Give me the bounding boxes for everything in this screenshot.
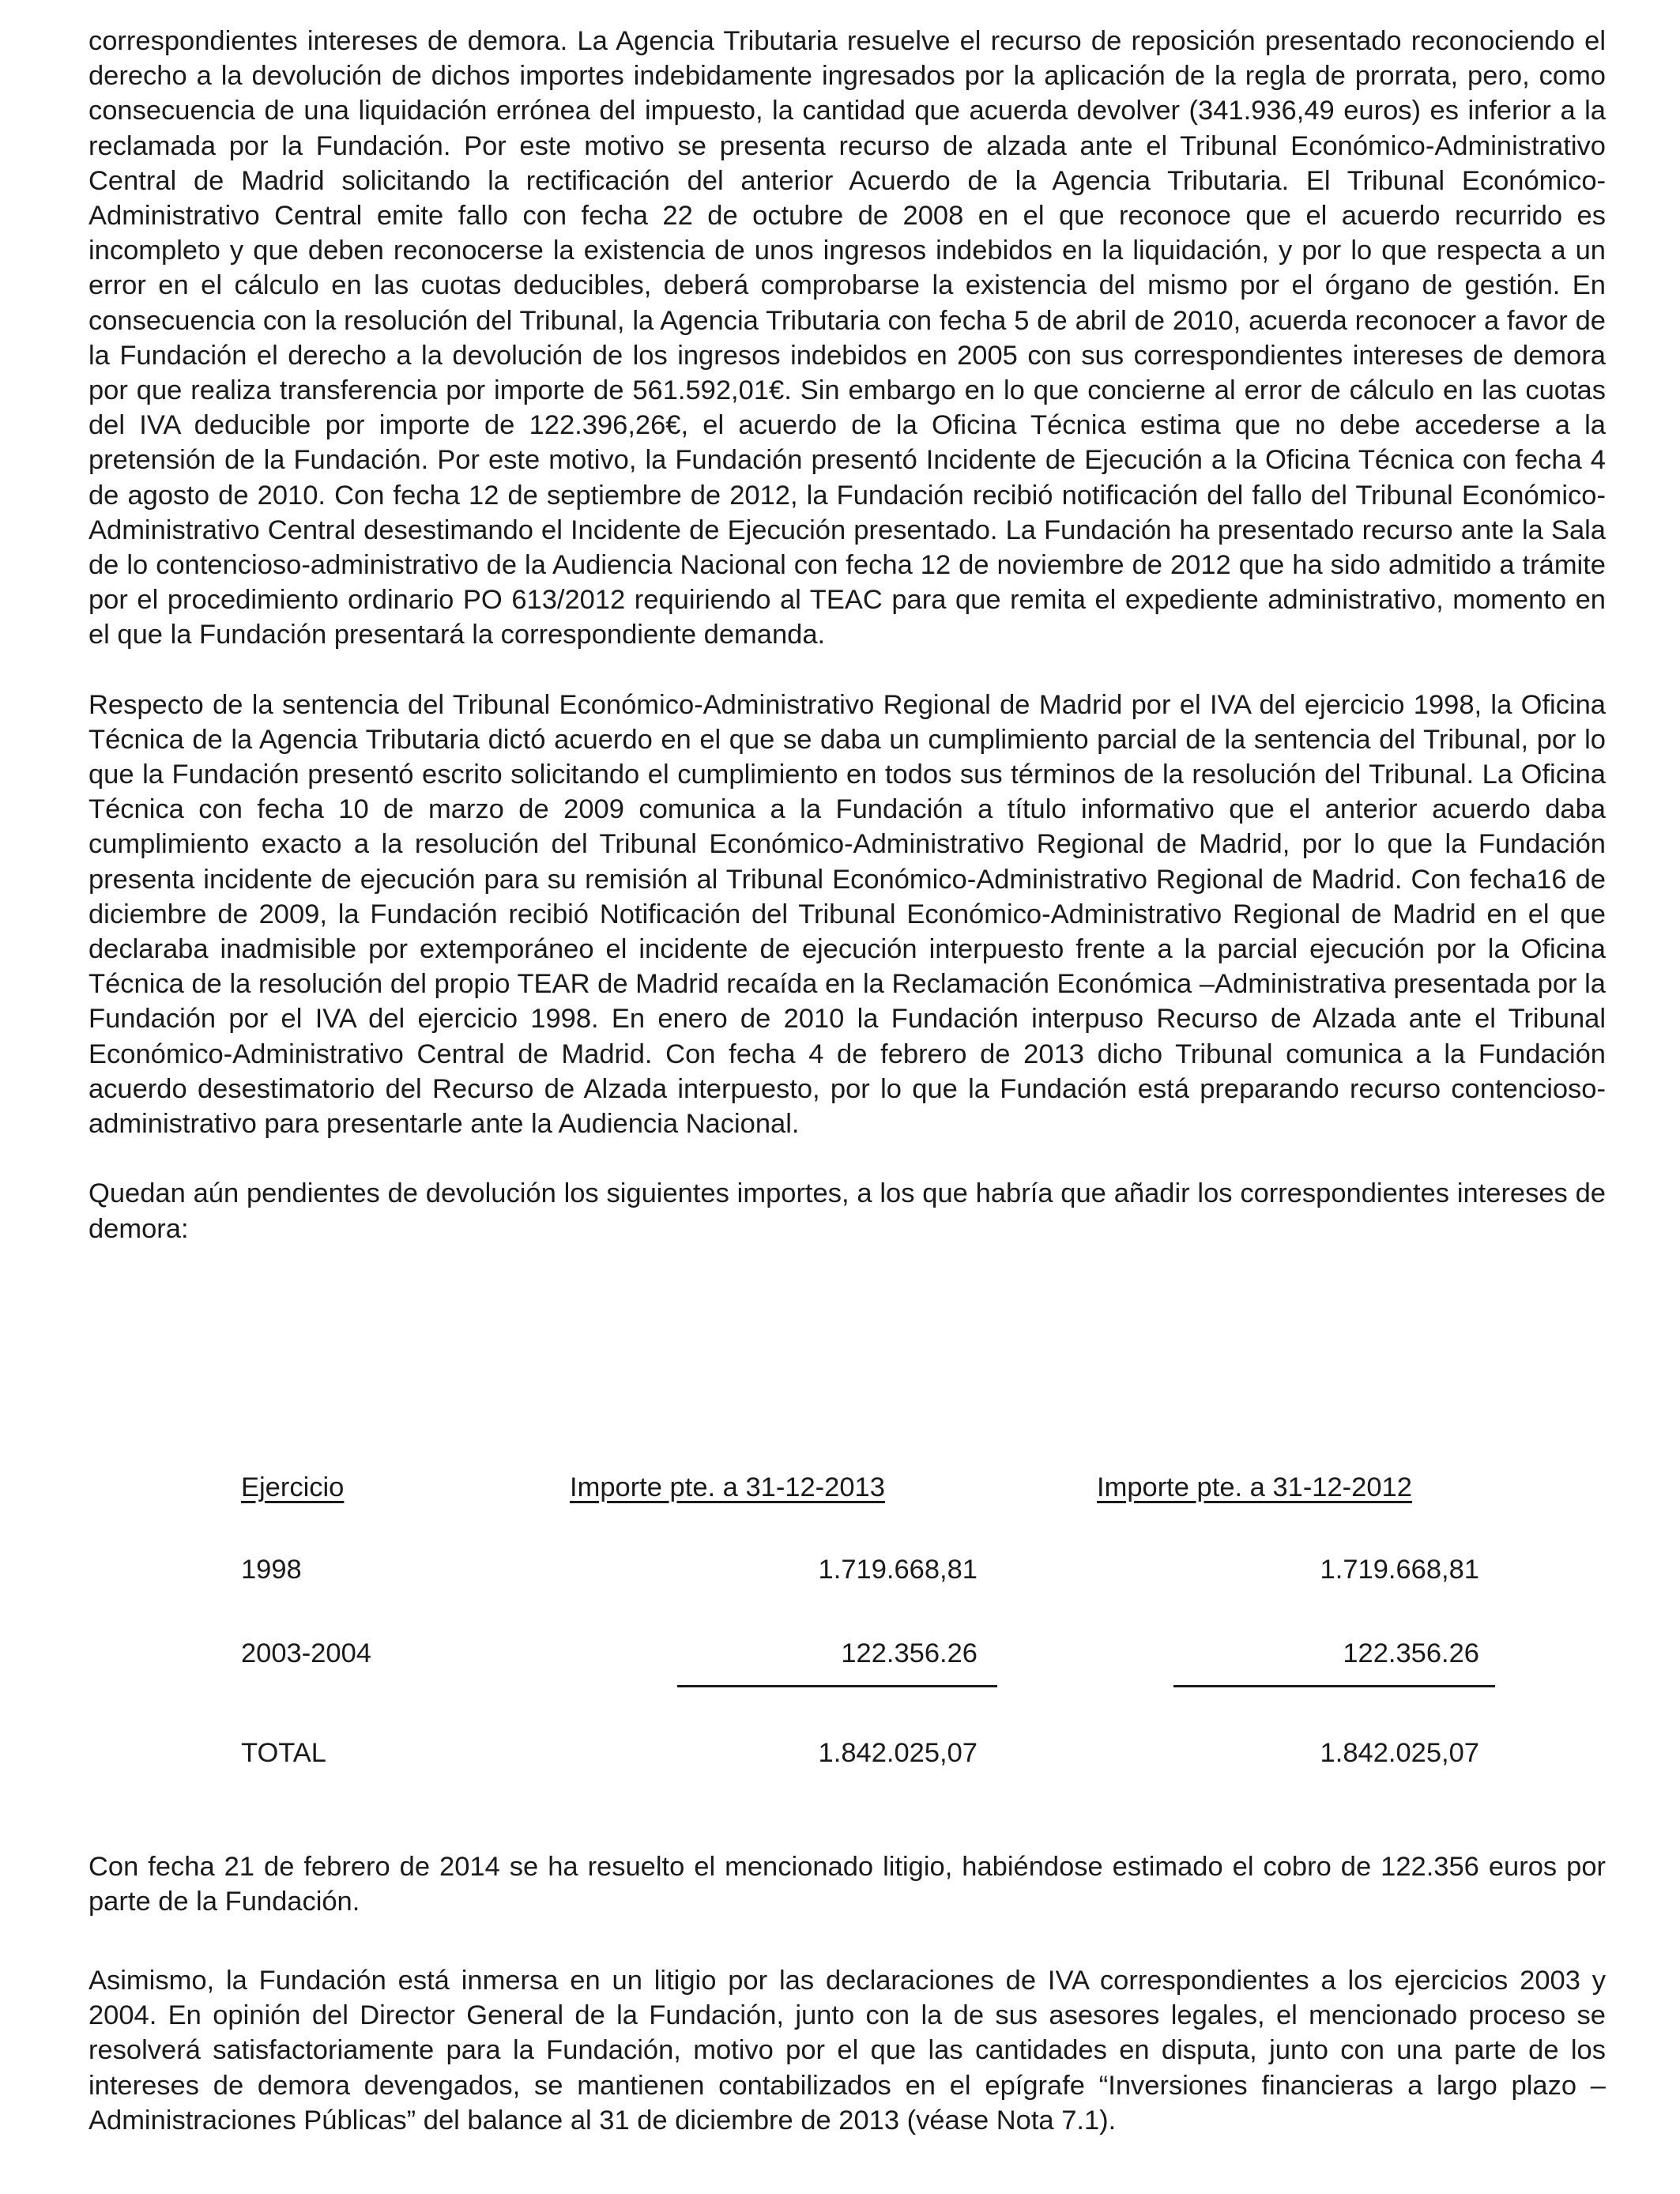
row-1998-ejercicio: 1998	[241, 1555, 302, 1585]
sum-rule-2013	[677, 1685, 997, 1687]
header-ejercicio: Ejercicio	[241, 1472, 345, 1502]
row-2003-2004-ejercicio: 2003-2004	[241, 1638, 371, 1668]
paragraph-tear-1998: Respecto de la sentencia del Tribunal Económico-Administrativo Regional de Madrid por el IVA del ejercicio 1998, la Oficina Técnica de la Agencia Tributaria dictó acuerdo en el que se daba un cumplimiento parcial de la sentencia del Tribunal, por lo que la Fundación presentó escrito solicitando el cumplimiento en todos sus términos de la resolución del Tribunal. La Oficina Técnica con fecha 10 de marzo de 2009 comunica a la Fundación a título informativo que el anterior acuerdo daba cumplimiento exacto a la resolución del Tribunal Económico-Administrativo Regional de Madrid, por lo que la Fundación presenta incidente de ejecución para su remisión al Tribunal Económico-Administrativo Regional de Madrid. Con fecha16 de diciembre de 2009, la Fundación recibió Notificación del Tribunal Económico-Administrativo Regional de Madrid en el que declaraba inadmisible por extemporáneo el incidente de ejecución interpuesto frente a la parcial ejecución por la Oficina Técnica de la resolución del propio TEAR de Madrid recaída en la Reclamación Económica –Administrativa presentada por la Fundación por el IVA del ejercicio 1998. En enero de 2010 la Fundación interpuso Recurso de Alzada ante el Tribunal Económico-Administrativo Central de Madrid. Con fecha 4 de febrero de 2013 dicho Tribunal comunica a la Fundación acuerdo desestimatorio del Recurso de Alzada interpuesto, por lo que la Fundación está preparando recurso contencioso-administrativo para presentarle ante la Audiencia Nacional.	[89, 689, 1606, 1140]
total-importe-2013: 1.842.025,07	[818, 1738, 977, 1768]
document-page	[89, 24, 1606, 2136]
header-importe-2012: Importe pte. a 31-12-2012	[1097, 1472, 1412, 1502]
paragraph-resolucion-2014: Con fecha 21 de febrero de 2014 se ha resuelto el mencionado litigio, habiéndose estimado el cobro de 122.356 euros por parte de la Fundación.	[89, 1852, 1606, 1917]
paragraph-pendientes: Quedan aún pendientes de devolución los siguientes importes, a los que habría que añadir los correspondientes intereses de demora:	[89, 1178, 1606, 1244]
row-1998-importe-2013: 1.719.668,81	[818, 1555, 977, 1585]
total-importe-2012: 1.842.025,07	[1320, 1738, 1479, 1768]
paragraph-litigio-2003-2004: Asimismo, la Fundación está inmersa en un litigio por las declaraciones de IVA correspondientes a los ejercicios 2003 y 2004. En opinión del Director General de la Fundación, junto con la de sus asesores legales, el mencionado proceso se resolverá satisfactoriamente para la Fundación, motivo por el que las cantidades en disputa, junto con una parte de los intereses de demora devengados, se mantienen contabilizados en el epígrafe “Inversiones financieras a largo plazo – Administraciones Públicas” del balance al 31 de diciembre de 2013 (véase Nota 7.1).	[89, 1966, 1606, 2136]
row-1998-importe-2012: 1.719.668,81	[1320, 1555, 1479, 1585]
row-2003-2004-importe-2012: 122.356.26	[1343, 1638, 1479, 1668]
header-importe-2013: Importe pte. a 31-12-2013	[570, 1472, 885, 1502]
pending-amounts-table	[89, 1438, 1606, 1818]
sum-rule-2012	[1173, 1685, 1495, 1687]
paragraph-teac-recurso: correspondientes intereses de demora. La Agencia Tributaria resuelve el recurso de reposición presentado reconociendo el derecho a la devolución de dichos importes indebidamente ingresados por la aplicación de la regla de prorrata, pero, como consecuencia de una liquidación errónea del impuesto, la cantidad que acuerda devolver (341.936,49 euros) es inferior a la reclamada por la Fundación. Por este motivo se presenta recurso de alzada ante el Tribunal Económico-Administrativo Central de Madrid solicitando la rectificación del anterior Acuerdo de la Agencia Tributaria. El Tribunal Económico-Administrativo Central emite fallo con fecha 22 de octubre de 2008 en el que reconoce que el acuerdo recurrido es incompleto y que deben reconocerse la existencia de unos ingresos indebidos en la liquidación, y por lo que respecta a un error en el cálculo en las cuotas deducibles, deberá comprobarse la existencia del mismo por el órgano de gestión. En consecuencia con la resolución del Tribunal, la Agencia Tributaria con fecha 5 de abril de 2010, acuerda reconocer a favor de la Fundación el derecho a la devolución de los ingresos indebidos en 2005 con sus correspondientes intereses de demora por que realiza transferencia por importe de 561.592,01€. Sin embargo en lo que concierne al error de cálculo en las cuotas del IVA deducible por importe de 122.396,26€, el acuerdo de la Oficina Técnica estima que no debe accederse a la pretensión de la Fundación. Por este motivo, la Fundación presentó Incidente de Ejecución a la Oficina Técnica con fecha 4 de agosto de 2010. Con fecha 12 de septiembre de 2012, la Fundación recibió notificación del fallo del Tribunal Económico-Administrativo Central desestimando el Incidente de Ejecución presentado. La Fundación ha presentado recurso ante la Sala de lo contencioso-administrativo de la Audiencia Nacional con fecha 12 de noviembre de 2012 que ha sido admitido a trámite por el procedimiento ordinario PO 613/2012 requiriendo al TEAC para que remita el expediente administrativo, momento en el que la Fundación presentará la correspondiente demanda.	[89, 26, 1606, 650]
total-label: TOTAL	[241, 1738, 326, 1768]
row-2003-2004-importe-2013: 122.356.26	[841, 1638, 977, 1668]
